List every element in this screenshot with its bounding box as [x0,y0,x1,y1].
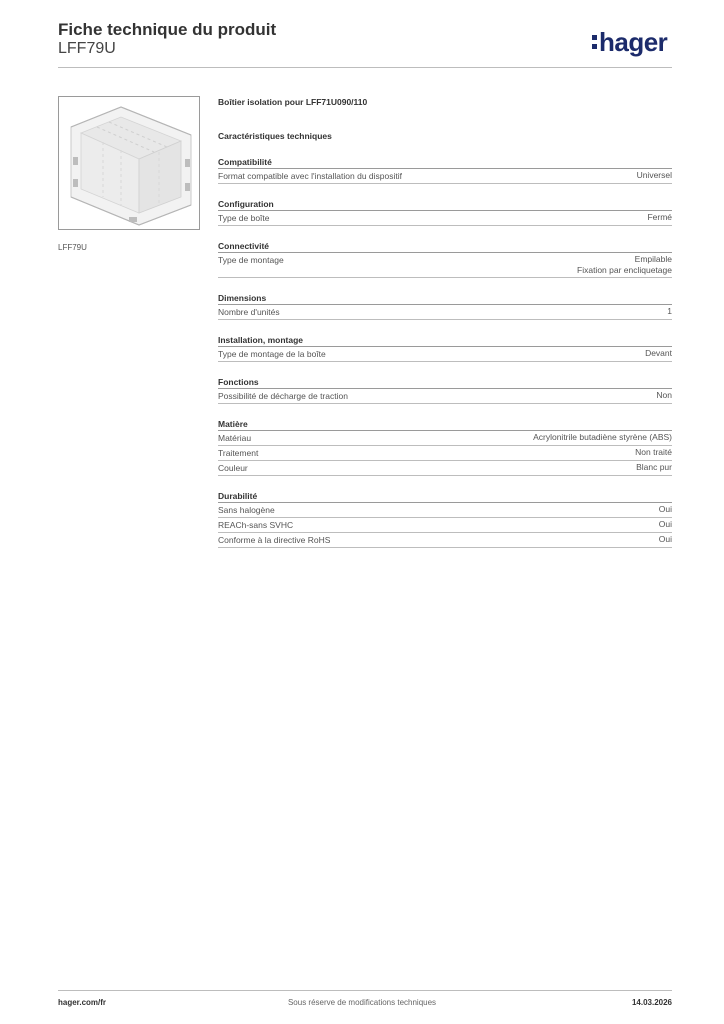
hager-logo [592,28,667,56]
spec-label: Type de montage [218,255,284,265]
footer-date: 14.03.2026 [631,998,672,1007]
spec-row [218,305,672,320]
footer-website-link[interactable]: hager.com/fr [58,998,107,1007]
spec-row [218,518,672,533]
spec-section [218,198,672,226]
header-divider [58,67,672,68]
spec-section [218,240,672,278]
spec-label: Sans halogène [218,505,275,515]
spec-value-line: Blanc pur [636,462,672,472]
spec-row [218,253,672,278]
spec-row [218,461,672,476]
section-title: Connectivité [218,240,672,253]
spec-value [635,447,672,459]
spec-section [218,376,672,404]
footer-disclaimer: Sous réserve de modifications techniques [287,998,437,1007]
spec-section [218,490,672,548]
spec-label: Type de montage de la boîte [218,349,326,359]
section-title: Fonctions [218,376,672,389]
spec-value-line: Non traité [635,447,672,457]
page-subtitle: LFF79U [58,40,116,57]
spec-value-line: Oui [658,534,672,544]
spec-value [659,504,672,516]
section-title: Matière [218,418,672,431]
spec-row [218,389,672,404]
spec-row [218,503,672,518]
spec-section [218,156,672,184]
logo-dots-icon [592,33,597,49]
spec-value [656,390,672,402]
spec-row [218,533,672,548]
spec-label: Nombre d'unités [218,307,280,317]
logo-text: hager [599,27,668,57]
spec-label: Possibilité de décharge de traction [218,391,348,401]
spec-content [218,96,672,548]
spec-section [218,334,672,362]
spec-row [218,169,672,184]
spec-value-line: Fermé [647,212,672,222]
section-title: Dimensions [218,292,672,305]
spec-label: REACh-sans SVHC [218,520,294,530]
spec-value-line: 1 [667,306,672,316]
spec-value [645,348,672,360]
insulation-box-icon [59,97,200,230]
spec-section [218,418,672,476]
spec-value-line: Non [656,390,672,400]
spec-row [218,446,672,461]
spec-label: Traitement [218,448,259,458]
product-image [58,96,200,230]
spec-value-line: Universel [636,170,672,180]
spec-label: Conforme à la directive RoHS [218,535,331,545]
section-title: Installation, montage [218,334,672,347]
spec-value [637,170,672,182]
page-title: Fiche technique du produit [58,20,277,39]
spec-value-line: Empilable [634,254,672,264]
image-caption: LFF79U [58,243,87,252]
spec-value [659,534,672,546]
spec-value-line: Oui [658,519,672,529]
spec-section [218,292,672,320]
spec-value-line: Fixation par encliquetage [577,265,672,275]
section-title: Compatibilité [218,156,672,169]
spec-label: Matériau [218,433,252,443]
spec-row [218,347,672,362]
product-description: Boîtier isolation pour LFF71U090/110 [218,97,368,107]
spec-label: Format compatible avec l'installation du dispositif [218,171,402,181]
footer-divider [58,990,672,991]
spec-value-line: Acrylonitrile butadiène styrène (ABS) [533,432,672,442]
spec-value [533,432,672,444]
spec-value [667,306,672,318]
spec-value-line: Oui [658,504,672,514]
spec-label: Couleur [218,463,248,473]
spec-value [647,212,672,224]
spec-sections [218,156,672,548]
spec-value [577,254,672,276]
spec-label: Type de boîte [218,213,270,223]
spec-row [218,211,672,226]
section-title: Durabilité [218,490,672,503]
spec-value [659,519,672,531]
spec-row [218,431,672,446]
tech-heading: Caractéristiques techniques [218,131,332,141]
spec-value-line: Devant [645,348,672,358]
spec-value [636,462,672,474]
section-title: Configuration [218,198,672,211]
